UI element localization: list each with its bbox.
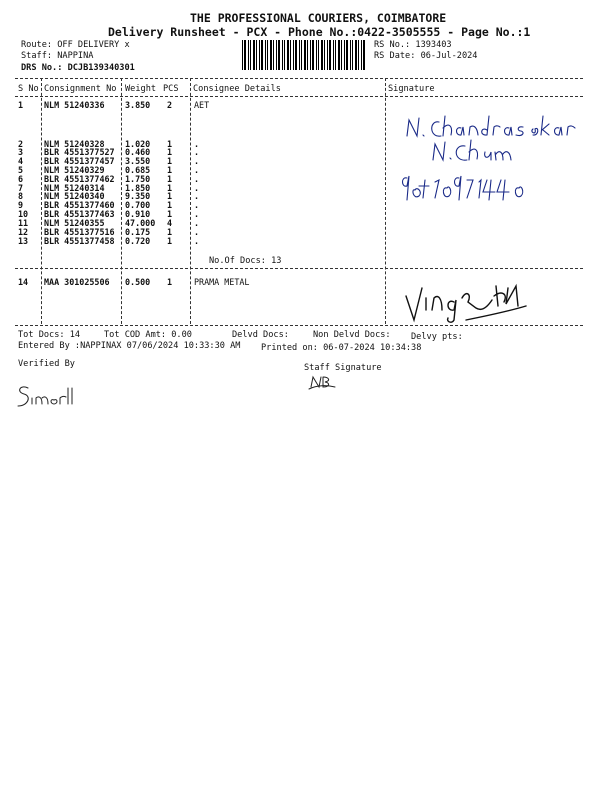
row-consignment-no: BLR 4551377460 [44,200,115,210]
row-sno: 7 [18,183,24,193]
row-sno: 4 [18,156,24,166]
non-delivered-docs: Non Delvd Docs: [313,330,391,340]
signature-row-14 [396,276,536,326]
rs-number: RS No.: 1393403 [374,40,452,50]
row-consignment-no: NLM 51240340 [44,191,105,201]
row-weight: 0.175 [125,227,151,237]
delivered-docs: Delvd Docs: [232,330,289,340]
divider-sno [41,78,42,324]
col-pcs: PCS [163,84,179,94]
row-consignment-no: BLR 4551377462 [44,174,115,184]
printed-on: Printed on: 06-07-2024 10:34:38 [261,343,422,353]
row-sno: 6 [18,174,24,184]
row-consignment-no: BLR 4551377458 [44,236,115,246]
drs-number: DRS No.: DCJB139340301 [21,63,135,73]
row-pcs: 1 [167,183,173,193]
row-sno: 11 [18,218,29,228]
divider-cno [121,78,122,324]
row-consignee: . [194,139,200,149]
row-weight: 0.910 [125,209,151,219]
row-pcs: 1 [167,165,173,175]
rs-date: RS Date: 06-Jul-2024 [374,51,478,61]
row-consignment-no: BLR 4551377516 [44,227,115,237]
row-pcs: 2 [167,100,173,110]
col-sno: S No [18,84,39,94]
row-sno: 5 [18,165,24,175]
group-divider [15,268,583,269]
row-weight: 1.750 [125,174,151,184]
row-weight: 3.850 [125,100,151,110]
row-pcs: 1 [167,139,173,149]
staff-signature-mark [307,373,337,393]
row-consignment-no: NLM 51240355 [44,218,105,228]
staff-label: Staff: NAPPINA [21,51,94,61]
row-pcs: 1 [167,236,173,246]
docs-count-note: No.Of Docs: 13 [209,256,282,266]
entered-by: Entered By :NAPPINAX 07/06/2024 10:33:30 AM [18,341,241,351]
row-pcs: 1 [167,191,173,201]
total-cod: Tot COD Amt: 0.00 [104,330,192,340]
barcode-icon [242,40,368,70]
row-weight: 1.020 [125,139,151,149]
divider-pcs [190,78,191,324]
row-pcs: 4 [167,218,173,228]
row-weight: 1.850 [125,183,151,193]
row-pcs: 1 [167,277,173,287]
row-consignee: . [194,227,200,237]
row-pcs: 1 [167,156,173,166]
total-docs: Tot Docs: 14 [18,330,81,340]
row-consignment-no: MAA 301025506 [44,277,110,287]
delivery-points: Delvy pts: [411,332,463,342]
row-pcs: 1 [167,147,173,157]
row-consignment-no: BLR 4551377527 [44,147,115,157]
signature-chandrasekar [395,108,595,208]
row-consignee: . [194,183,200,193]
row-weight: 0.700 [125,200,151,210]
row-weight: 9.350 [125,191,151,201]
row-consignment-no: NLM 51240328 [44,139,105,149]
row-sno: 2 [18,139,24,149]
row-sno: 3 [18,147,24,157]
staff-signature-label: Staff Signature [304,363,382,373]
signature-text: N. Chandrasekar [395,108,405,109]
row-weight: 0.720 [125,236,151,246]
row-consignment-no: NLM 51240329 [44,165,105,175]
row-pcs: 1 [167,227,173,237]
row-consignee: . [194,165,200,175]
row-sno: 14 [18,277,29,287]
row-weight: 0.685 [125,165,151,175]
row-consignee: . [194,218,200,228]
row-weight: 3.550 [125,156,151,166]
row-weight: 0.500 [125,277,151,287]
row-sno: 8 [18,191,24,201]
company-name: THE PROFESSIONAL COURIERS, COIMBATORE [190,11,447,25]
row-pcs: 1 [167,200,173,210]
row-weight: 47.000 [125,218,156,228]
row-consignment-no: BLR 4551377457 [44,156,115,166]
runsheet-title: Delivery Runsheet - PCX - Phone No.:0422-3505555 - Page No.:1 [108,25,531,39]
row-consignee: PRAMA METAL [194,277,250,287]
col-consignee: Consignee Details [193,84,281,94]
row-consignee: AET [194,100,210,110]
row-consignee: . [194,191,200,201]
route-label: Route: OFF DELIVERY x [21,40,130,50]
row-pcs: 1 [167,209,173,219]
row-sno: 1 [18,100,24,110]
row-consignee: . [194,209,200,219]
row-consignee: . [194,200,200,210]
row-consignee: . [194,147,200,157]
verified-by-label: Verified By [18,359,75,369]
row-consignment-no: BLR 4551377463 [44,209,115,219]
verified-signature [14,380,74,410]
row-sno: 9 [18,200,24,210]
row-sno: 10 [18,209,29,219]
row-consignment-no: NLM 51240336 [44,100,105,110]
row-weight: 0.460 [125,147,151,157]
row-sno: 13 [18,236,29,246]
row-consignment-no: NLM 51240314 [44,183,105,193]
col-weight: Weight [125,84,157,94]
row-consignee: . [194,236,200,246]
table-top-divider [15,78,583,79]
col-signature: Signature [388,84,435,94]
row-consignee: . [194,156,200,166]
row-pcs: 1 [167,174,173,184]
row-consignee: . [194,174,200,184]
divider-consignee [385,78,386,324]
header-divider [15,96,583,97]
row-sno: 12 [18,227,29,237]
col-consignment: Consignment No [44,84,117,94]
